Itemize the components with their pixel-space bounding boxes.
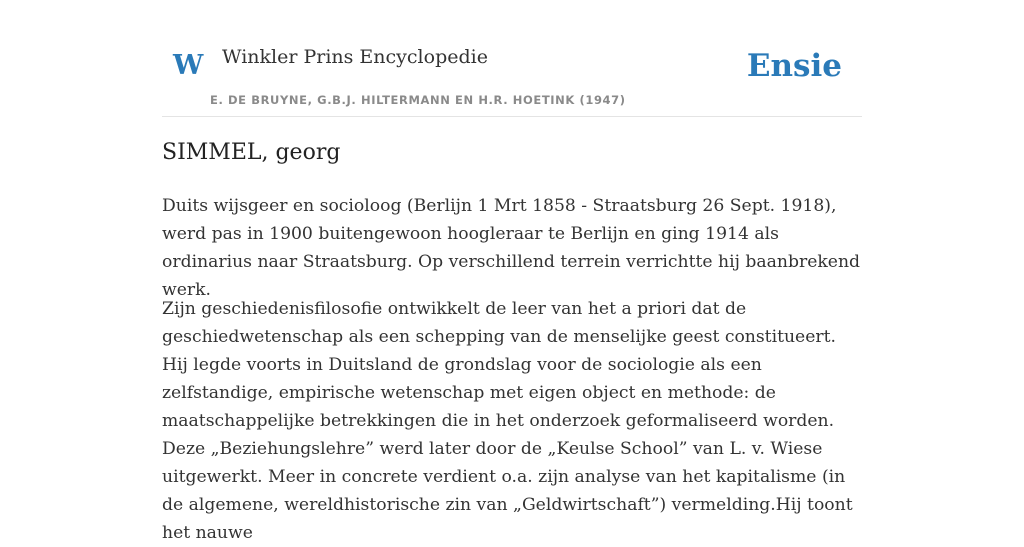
article-paragraph: Duits wijsgeer en socioloog (Berlijn 1 Mrt 1858 - Straatsburg 26 Sept. 1918), werd pas in 1900 buitengewoon hoogleraar te Berlijn en ging 1914 als ordinarius naar Straatsburg. Op verschillend terrein verrichtte hij baanbrekend werk. (162, 196, 861, 300)
article-paragraph: Zijn geschiedenisfilosofie ontwikkelt de leer van het a priori dat de geschiedwetenschap als een schepping van de menselijke geest constitueert. Hij legde voorts in Duitsland de grondslag voor de sociologie als een zelfstandige, empirische wetenschap met eigen object en methode: de maatschappelijke betrekkingen die in het onderzoek geformaliseerd worden. Deze „Beziehungslehre” werd later door de „Keulse School” van L. v. Wiese uitgewerkt. Meer in concrete verdient o.a. zijn analyse van het kapitalisme (in de algemene, wereldhistorische zin van „Geldwirtschaft”) vermelding.Hij toont het nauwe (162, 299, 853, 543)
page-container (162, 0, 862, 543)
ensie-brand-link[interactable]: Ensie (746, 48, 842, 84)
winkler-prins-logo[interactable]: W (173, 50, 204, 81)
encyclopedia-header (162, 0, 862, 117)
book-title[interactable]: Winkler Prins Encyclopedie (222, 46, 488, 68)
book-authors: E. DE BRUYNE, G.B.J. HILTERMANN EN H.R. HOETINK (1947) (210, 93, 626, 107)
entry-title: SIMMEL, georg (162, 140, 341, 165)
